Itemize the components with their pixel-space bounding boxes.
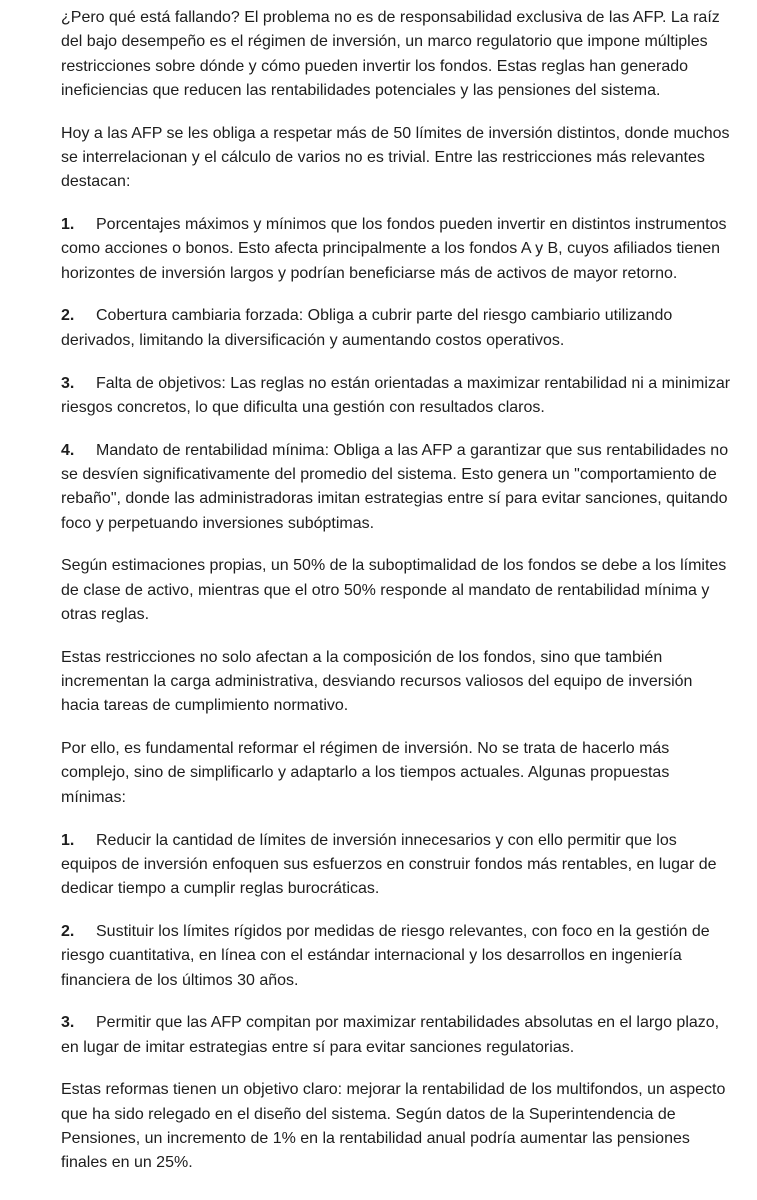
list-item-text: Porcentajes máximos y mínimos que los fondos pueden invertir en distintos instrumentos como acciones o bonos. Esto afecta principalmente a los fondos A y B, cuyos afiliados tienen horizontes de inversión largos y podrían beneficiarse más de activos de mayor retorno. bbox=[61, 216, 727, 282]
list-item-text: Permitir que las AFP compitan por maximizar rentabilidades absolutas en el largo plazo, en lugar de imitar estrategias entre sí para evitar sanciones regulatorias. bbox=[61, 1014, 720, 1056]
article-body bbox=[61, 6, 733, 1194]
paragraph: Según estimaciones propias, un 50% de la suboptimalidad de los fondos se debe a los límites de clase de activo, mientras que el otro 50% responde al mandato de rentabilidad mínima y otras reglas. bbox=[61, 557, 727, 623]
list-number: 2. bbox=[61, 307, 75, 325]
paragraph: Estas reformas tienen un objetivo claro: mejorar la rentabilidad de los multifondos, un aspecto que ha sido relegado en el diseño del sistema. Según datos de la Superintendencia de Pensiones, un incremento de 1% en la rentabilidad anual podría aumentar las pensiones finales en un 25%. bbox=[61, 1081, 726, 1172]
paragraph: ¿Pero qué está fallando? El problema no es de responsabilidad exclusiva de las AFP. La raíz del bajo desempeño es el régimen de inversión, un marco regulatorio que impone múltiples restricciones sobre dónde y cómo pueden invertir los fondos. Estas reglas han generado ineficiencias que reducen las rentabilidades potenciales y las pensiones del sistema. bbox=[61, 9, 720, 99]
list-item-text: Sustituir los límites rígidos por medidas de riesgo relevantes, con foco en la gestión de riesgo cuantitativa, en línea con el estándar internacional y los desarrollos en ingeniería financiera de los últimos 30 años. bbox=[61, 922, 710, 989]
list-number: 2. bbox=[61, 922, 75, 940]
paragraph: Por ello, es fundamental reformar el régimen de inversión. No se trata de hacerlo más complejo, sino de simplificarlo y adaptarlo a los tiempos actuales. Algunas propuestas mínimas: bbox=[61, 740, 670, 806]
list-item-text: Mandato de rentabilidad mínima: Obliga a las AFP a garantizar que sus rentabilidades no se desvíen significativamente del promedio del sistema. Esto genera un "comportamiento de rebaño", donde las administradoras imitan estrategias entre sí para evitar sanciones, quitando foco y perpetuando inversiones subóptimas. bbox=[61, 441, 729, 532]
list-number: 3. bbox=[61, 374, 75, 392]
list-number: 1. bbox=[61, 831, 75, 849]
list-item bbox=[61, 829, 733, 902]
list-item bbox=[61, 213, 733, 286]
list-number: 1. bbox=[61, 216, 75, 234]
paragraph: Estas restricciones no solo afectan a la composición de los fondos, sino que también incrementan la carga administrativa, desviando recursos valiosos del equipo de inversión hacia tareas de cumplimiento normativo. bbox=[61, 648, 693, 715]
list-number: 4. bbox=[61, 441, 75, 459]
list-item bbox=[61, 372, 733, 421]
list-item bbox=[61, 304, 733, 353]
list-item-text: Cobertura cambiaria forzada: Obliga a cubrir parte del riesgo cambiario utilizando derivados, limitando la diversificación y aumentando costos operativos. bbox=[61, 307, 673, 349]
list-number: 3. bbox=[61, 1014, 75, 1032]
paragraph: Hoy a las AFP se les obliga a respetar más de 50 límites de inversión distintos, donde muchos se interrelacionan y el cálculo de varios no es trivial. Entre las restricciones más relevantes destacan: bbox=[61, 124, 730, 191]
list-item bbox=[61, 920, 733, 993]
list-item-text: Reducir la cantidad de límites de inversión innecesarios y con ello permitir que los equipos de inversión enfoquen sus esfuerzos en construir fondos más rentables, en lugar de dedicar tiempo a cumplir reglas burocráticas. bbox=[61, 831, 717, 898]
list-item-text: Falta de objetivos: Las reglas no están orientadas a maximizar rentabilidad ni a minimizar riesgos concretos, lo que dificulta una gestión con resultados claros. bbox=[61, 374, 731, 416]
list-item bbox=[61, 439, 733, 536]
list-item bbox=[61, 1011, 733, 1060]
